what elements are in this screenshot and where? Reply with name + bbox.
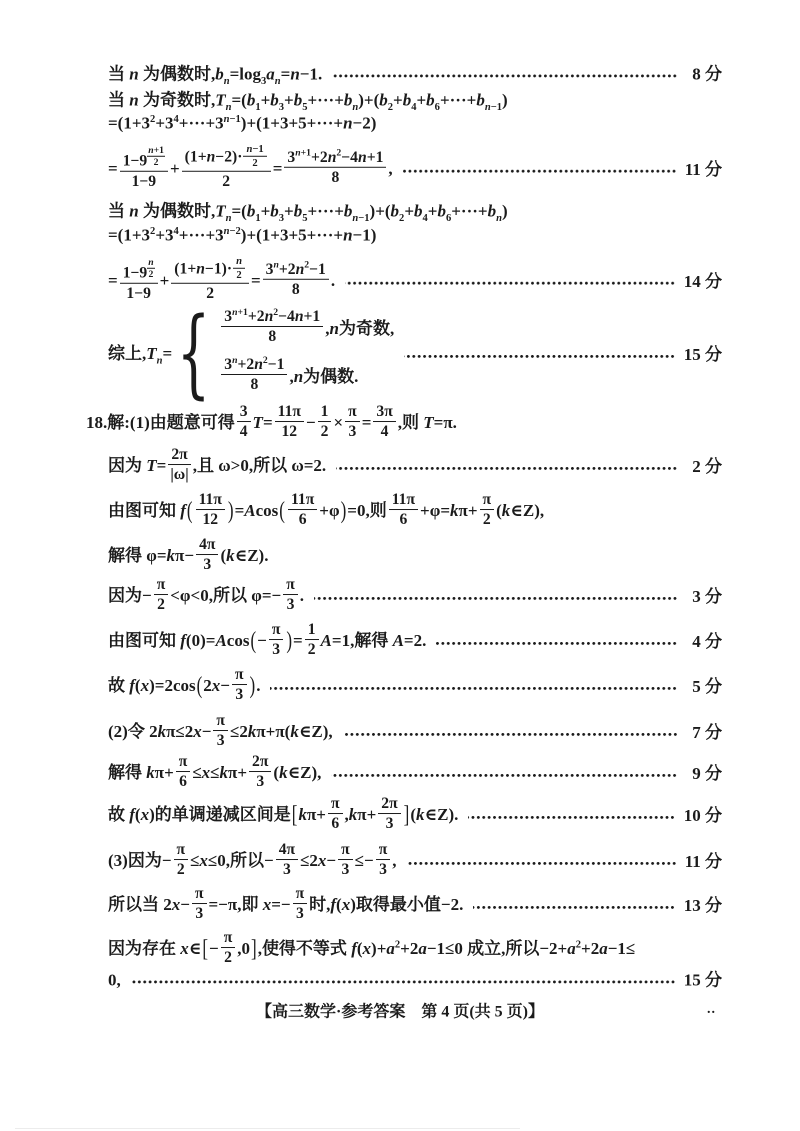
score-label: 4 分 [692,631,722,651]
solution-line [108,714,722,752]
dotted-leader [345,281,676,286]
dotted-leader [407,861,677,866]
solution-line [108,225,722,248]
score-label: 5 分 [692,676,722,696]
solution-line [108,931,722,969]
solution-line [108,755,722,793]
math-expression: 因为存在 x∈[− $\frac{\pi}{2}$ ,0],使得不等式 $f(x)+a^2+2a-1\le 0$ 成立,所以$-2+a^2+2a-1\le$ [108,929,636,966]
math-expression: 18.解:(1)由题意可得 $\frac{3}{4}$ T= $\frac{11\pi}{12}$ − $\frac{1}{2}$ × $\frac{\pi}{3}$ = $\frac{3\pi}{4}$ ,则 T=π. [86,403,457,440]
math-expression: 当 n 为偶数时$,b_n=\log_3a_n=n-1$. [108,64,323,87]
dotted-leader [473,905,675,910]
dotted-leader [436,641,678,646]
solution-line [108,448,722,486]
math-expression: = 1−9 $^{\frac{n}{2}}$ 1−9 + (1+n−1)· $\frac{n}{2}$ 2 = $\frac{3^n+2n^2-1}{8}$ . [108,255,336,303]
math-expression: 由图可知 f( $\frac{11\pi}{12}$ )=Acos( $\frac{11\pi}{6}$ +φ)=0,则 $\frac{11\pi}{6}$ +φ=kπ+ $\frac{\pi}{2}$ (k∈Z), [108,491,545,528]
score-label: 11 分 [684,851,722,871]
math-expression: 解得 φ=kπ− $\frac{4\pi}{3}$ (k∈Z). [108,536,269,573]
math-expression: (3)因为− $\frac{\pi}{2}$ ≤x≤0,所以− $\frac{4\pi}{3}$ ≤2x− $\frac{\pi}{3}$ ≤− $\frac{\pi}{3}$ , [108,841,397,878]
solution-line [108,113,722,136]
page-footer: 【高三数学·参考答案 第 4 页(共 5 页)】 [256,1003,544,1021]
score-label: 15 分 [683,970,722,990]
math-expression: 故 f(x)=2cos(2x− $\frac{\pi}{3}$ ). [108,666,261,703]
score-label: 13 分 [683,895,722,915]
dotted-leader [403,169,677,174]
dotted-leader [343,732,678,737]
dotted-leader [331,773,678,778]
solution-line [108,538,722,576]
math-expression: $=(1+3^2+3^4+\cdot\cdot\cdot+3^{n-2})+(1+3+5+\cdot\cdot\cdot+n-1)$ [108,225,377,245]
solution-line [108,668,722,706]
score-label: 7 分 [692,722,722,742]
dotted-leader [131,980,676,985]
dotted-leader [404,354,676,359]
solution-line [108,297,722,409]
math-expression: $=(1+3^2+3^4+\cdot\cdot\cdot+3^{n-1})+(1+3+5+\cdot\cdot\cdot+n-2)$ [108,113,377,133]
score-label: 11 分 [684,159,722,179]
score-label: 10 分 [683,805,722,825]
score-label: 2 分 [692,456,722,476]
score-label: 9 分 [692,763,722,783]
math-expression: 由图可知 f(0)=Acos(− $\frac{\pi}{3}$ )= $\frac{1}{2}$ A=1,解得 A=2. [108,621,427,658]
solution-line [108,90,722,113]
solution-line [108,970,722,993]
dotted-leader [332,74,678,79]
score-label: 3 分 [692,586,722,606]
score-label: 8 分 [692,64,722,84]
math-expression: 综上$,T_n=$ { $3^{n+1}+2n^2-4n+1$ 8 , n 为奇数, $3^n+2n^2-1$ 8 , n 为偶数. [108,297,395,409]
math-expression: 0, [108,970,121,990]
score-label: 14 分 [683,271,722,291]
math-expression: 解得 kπ+ $\frac{\pi}{6}$ ≤x≤kπ+ $\frac{2\pi}{3}$ (k∈Z), [108,753,322,790]
math-expression: 当 n 为偶数时$,T_n=(b_1+b_3+b_5+\cdot\cdot\cdot+b_{n-1})+(b_2+b_4+b_6+\cdot\cdot\cdot+b_n)$ [108,201,508,224]
solution-line [86,405,722,443]
scan-artifact-dots: .. [707,1002,716,1017]
scan-edge-line [15,1128,520,1129]
solution-line [108,797,722,835]
solution-line [108,64,722,87]
score-label: 15 分 [683,344,722,364]
dotted-leader [336,466,678,471]
solution-line [108,201,722,224]
math-expression: = 1−9 $^{\frac{n+1}{2}}$ 1−9 + (1+n−2)· $\frac{n-1}{2}$ 2 = $\frac{3^{n+1}+2n^2-4n+1}{8}$ , [108,143,393,191]
dotted-leader [270,686,678,691]
math-expression: 故 f(x)的单调递减区间是[kπ+ $\frac{\pi}{6}$ ,kπ+ $\frac{2\pi}{3}$ ](k∈Z). [108,795,459,832]
dotted-leader [468,815,675,820]
solution-line [108,143,722,193]
math-expression: 因为 T= $\frac{2\pi}{|\omega|}$ ,且 ω>0,所以 ω=2. [108,446,327,483]
math-expression: (2)令 2kπ≤2x− $\frac{\pi}{3}$ ≤2kπ+π(k∈Z), [108,712,333,749]
math-expression: 当 n 为奇数时$,T_n=(b_1+b_3+b_5+\cdot\cdot\cdot+b_n)+(b_2+b_4+b_6+\cdot\cdot\cdot+b_{n-1})$ [108,90,508,113]
math-expression: 所以当 2x− $\frac{\pi}{3}$ =−π,即 x=− $\frac{\pi}{3}$ 时,f(x)取得最小值−2. [108,885,464,922]
solution-line [108,887,722,925]
solution-line [108,493,722,531]
dotted-leader [314,596,678,601]
solution-line [108,578,722,616]
math-expression: 因为− $\frac{\pi}{2}$ <φ<0,所以 φ=− $\frac{\pi}{3}$ . [108,576,305,613]
solution-line [108,623,722,661]
solution-line [108,843,722,881]
